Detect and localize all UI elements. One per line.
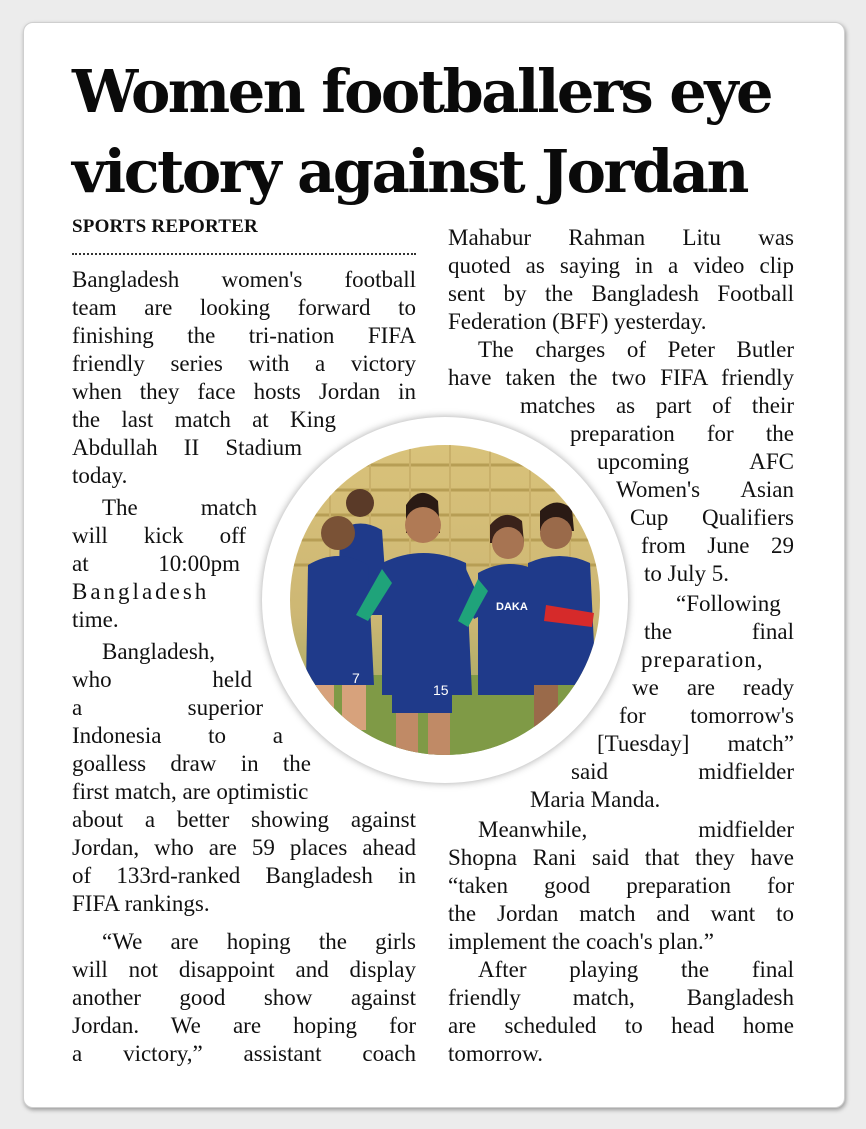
column-2-line: said midfielder <box>571 759 794 784</box>
column-1-line: of 133rd-ranked Bangladesh in <box>72 863 416 888</box>
column-1-line: finishing the tri-nation FIFA <box>72 323 416 348</box>
headline-line-1: Women footballers eye <box>72 57 772 126</box>
column-1-line: Abdullah II Stadium <box>72 435 302 460</box>
column-1-line: “We are hoping the girls <box>102 929 416 954</box>
column-2-line: [Tuesday] match” <box>597 731 794 756</box>
column-2-line: to July 5. <box>644 561 729 586</box>
column-2-line: for tomorrow's <box>619 703 794 728</box>
column-1-line: friendly series with a victory <box>72 351 416 376</box>
column-1-line: Bangladesh, <box>102 639 216 664</box>
column-2-line: After playing the final <box>478 957 794 982</box>
column-2-line: Women's Asian <box>616 477 794 502</box>
team-training-photo <box>290 445 600 755</box>
column-2-line: are scheduled to head home <box>448 1013 794 1038</box>
column-1-line: Bangladesh women's football <box>72 267 416 292</box>
column-1-line: Bangladesh <box>72 579 210 604</box>
headline-line-2: victory against Jordan <box>72 137 747 206</box>
column-1-line: goalless draw in the <box>72 751 311 776</box>
column-1-line: team are looking forward to <box>72 295 416 320</box>
column-2-line: have taken the two FIFA friendly <box>448 365 794 390</box>
column-2-line: The charges of Peter Butler <box>478 337 794 362</box>
jersey-number: 15 <box>433 682 449 698</box>
column-1-line: Indonesia to a <box>72 723 283 748</box>
column-2-line: preparation for the <box>570 421 794 446</box>
column-2-line: Meanwhile, midfielder <box>478 817 794 842</box>
jersey-number: 7 <box>352 670 360 686</box>
column-1-line: will kick off <box>72 523 246 548</box>
column-1-line: another good show against <box>72 985 416 1010</box>
column-1-line: FIFA rankings. <box>72 891 210 916</box>
column-2-line: preparation, <box>641 647 764 672</box>
column-2-line: the Jordan match and want to <box>448 901 794 926</box>
column-1-line: will not disappoint and display <box>72 957 416 982</box>
jersey-sponsor-text: DAKA <box>496 601 528 613</box>
column-2-line: the final <box>644 619 794 644</box>
column-1-line: The match <box>102 495 257 520</box>
column-1-line: Jordan, who are 59 places ahead <box>72 835 416 860</box>
column-2-line: we are ready <box>632 675 794 700</box>
column-1-line: who held <box>72 667 252 692</box>
column-2-line: upcoming AFC <box>597 449 794 474</box>
column-2-line: quoted as saying in a video clip <box>448 253 794 278</box>
column-2-line: tomorrow. <box>448 1041 543 1066</box>
byline: SPORTS REPORTER <box>72 216 258 237</box>
column-2-line: from June 29 <box>641 533 794 558</box>
column-2-line: Mahabur Rahman Litu was <box>448 225 794 250</box>
column-2-line: friendly match, Bangladesh <box>448 985 794 1010</box>
column-2-line: matches as part of their <box>520 393 794 418</box>
column-2-line: Federation (BFF) yesterday. <box>448 309 707 334</box>
column-2-line: “Following <box>676 591 781 616</box>
column-1-line: the last match at King <box>72 407 336 432</box>
byline-divider <box>72 253 416 255</box>
column-1-line: at 10:00pm <box>72 551 240 576</box>
column-1-line: a victory,” assistant coach <box>72 1041 416 1066</box>
column-2-line: sent by the Bangladesh Football <box>448 281 794 306</box>
column-2-line: Shopna Rani said that they have <box>448 845 794 870</box>
column-1-line: time. <box>72 607 119 632</box>
column-1-line: Jordan. We are hoping for <box>72 1013 416 1038</box>
column-1-line: when they face hosts Jordan in <box>72 379 416 404</box>
column-1-line: about a better showing against <box>72 807 416 832</box>
column-2-line: Cup Qualifiers <box>630 505 794 530</box>
column-1-line: a superior <box>72 695 263 720</box>
column-2-line: implement the coach's plan.” <box>448 929 714 954</box>
headline <box>72 52 812 212</box>
column-2-line: Maria Manda. <box>530 787 661 812</box>
column-1-line: first match, are optimistic <box>72 779 309 804</box>
column-2-line: “taken good preparation for <box>448 873 794 898</box>
column-1-line: today. <box>72 463 128 488</box>
